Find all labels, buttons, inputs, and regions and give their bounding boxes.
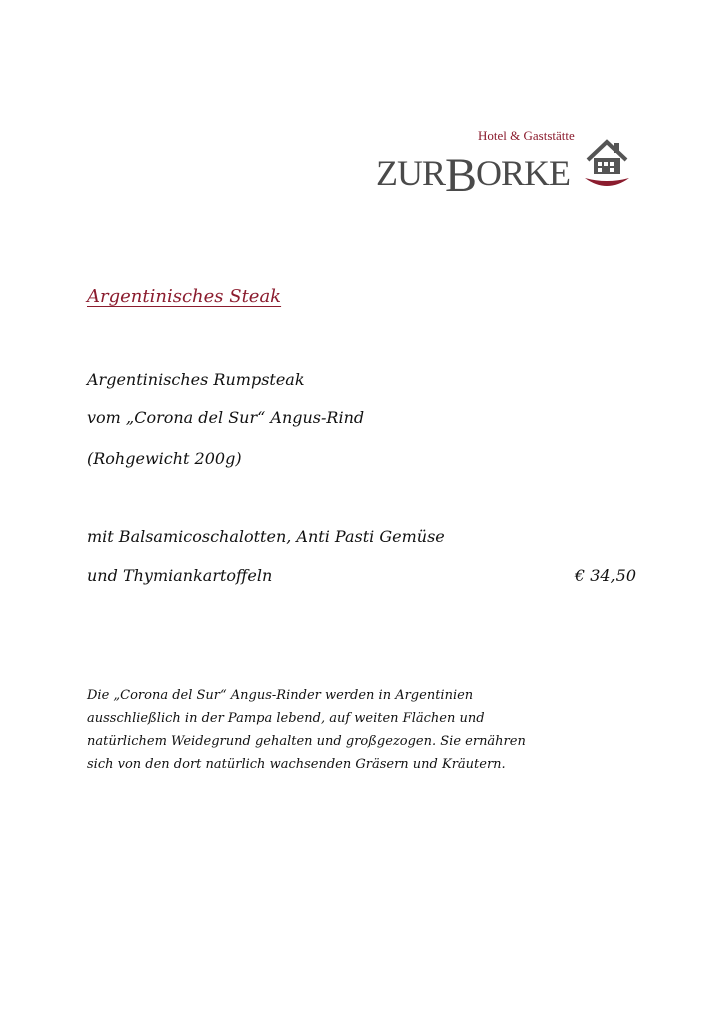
dish-line: Argentinisches Rumpsteak [87, 370, 305, 389]
dish-line: vom „Corona del Sur“ Angus-Rind [87, 408, 365, 427]
logo-wordmark [376, 142, 571, 202]
description-line: Die „Corona del Sur“ Angus-Rinder werden in Argentinien [87, 688, 474, 703]
description-line: ausschließlich in der Pampa lebend, auf weiten Flächen und [87, 711, 485, 726]
menu-title: Argentinisches Steak [87, 286, 282, 307]
house-icon [584, 134, 630, 190]
price: € 34,50 [574, 566, 636, 585]
logo-name-initial: B [445, 149, 477, 202]
side-line: und Thymiankartoffeln [87, 566, 273, 585]
hotel-logo [370, 126, 638, 202]
dish-line: (Rohgewicht 200g) [87, 449, 242, 468]
description [87, 684, 647, 776]
logo-subtitle: Hotel & Gaststätte [478, 128, 575, 143]
side-line: mit Balsamicoschalotten, Anti Pasti Gemüse [87, 527, 445, 546]
description-line: natürlichem Weidegrund gehalten und großgezogen. Sie ernähren [87, 734, 526, 749]
description-line: sich von den dort natürlich wachsenden Gräsern und Kräutern. [87, 757, 506, 772]
logo-name-part2: ORKE [476, 153, 571, 193]
logo-name-part1: ZUR [376, 153, 445, 193]
